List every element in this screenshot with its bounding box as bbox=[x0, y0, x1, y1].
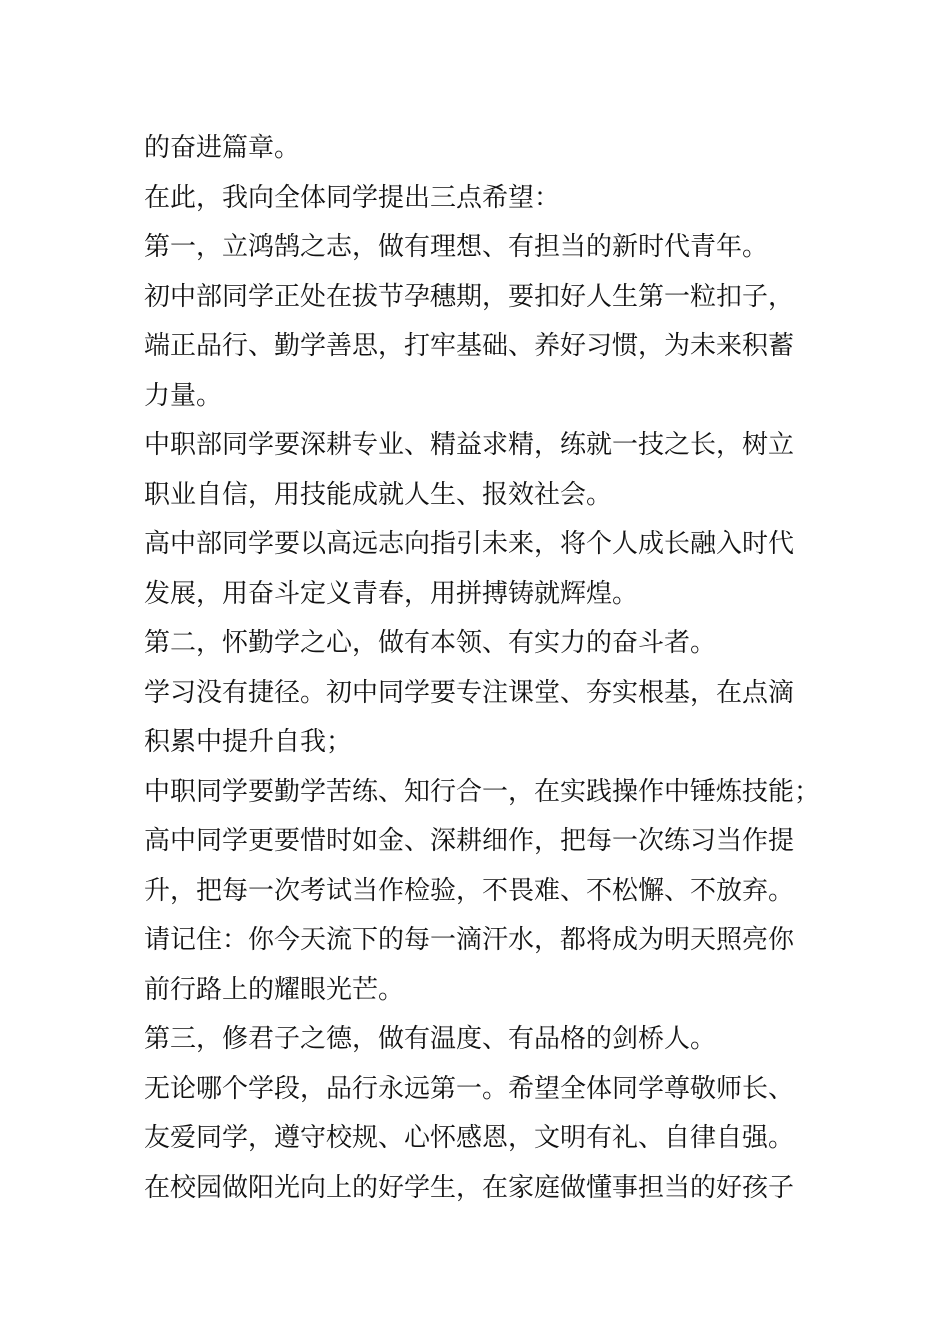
text-line: 请记住：你今天流下的每一滴汗水，都将成为明天照亮你 bbox=[144, 925, 795, 955]
text-line: 友爱同学，遵守校规、心怀感恩，文明有礼、自律自强。 bbox=[144, 1123, 795, 1153]
text-line: 在此，我向全体同学提出三点希望： bbox=[144, 182, 561, 213]
text-line: 第一，立鸿鹄之志，做有理想、有担当的新时代青年。 bbox=[144, 232, 769, 262]
text-line: 无论哪个学段，品行永远第一。希望全体同学尊敬师长、 bbox=[144, 1073, 795, 1104]
text-line: 初中部同学正处在拔节孕穗期，要扣好人生第一粒扣子， bbox=[144, 281, 795, 312]
text-line: 发展，用奋斗定义青春，用拼搏铸就辉煌。 bbox=[144, 578, 639, 609]
text-line: 职业自信，用技能成就人生、报效社会。 bbox=[144, 479, 613, 510]
text-line: 高中同学更要惜时如金、深耕细作，把每一次练习当作提 bbox=[144, 826, 795, 856]
text-line: 第二，怀勤学之心，做有本领、有实力的奋斗者。 bbox=[144, 628, 717, 658]
text-line: 中职部同学要深耕专业、精益求精，练就一技之长，树立 bbox=[144, 430, 795, 460]
text-line: 升，把每一次考试当作检验，不畏难、不松懈、不放弃。 bbox=[144, 875, 795, 906]
text-line: 中职同学要勤学苦练、知行合一，在实践操作中锤炼技能； bbox=[144, 776, 821, 807]
text-line: 高中部同学要以高远志向指引未来，将个人成长融入时代 bbox=[144, 529, 795, 559]
text-line: 积累中提升自我； bbox=[144, 727, 353, 757]
text-line: 端正品行、勤学善思，打牢基础、养好习惯，为未来积蓄 bbox=[144, 331, 795, 361]
text-line: 力量。 bbox=[144, 380, 223, 411]
text-line: 的奋进篇章。 bbox=[144, 133, 301, 163]
text-line: 在校园做阳光向上的好学生，在家庭做懂事担当的好孩子 bbox=[144, 1172, 795, 1203]
text-line: 前行路上的耀眼光芒。 bbox=[144, 974, 405, 1005]
text-line: 学习没有捷径。初中同学要专注课堂、夯实根基，在点滴 bbox=[144, 677, 795, 708]
body-text bbox=[144, 124, 824, 1213]
text-line: 第三，修君子之德，做有温度、有品格的剑桥人。 bbox=[144, 1024, 717, 1054]
